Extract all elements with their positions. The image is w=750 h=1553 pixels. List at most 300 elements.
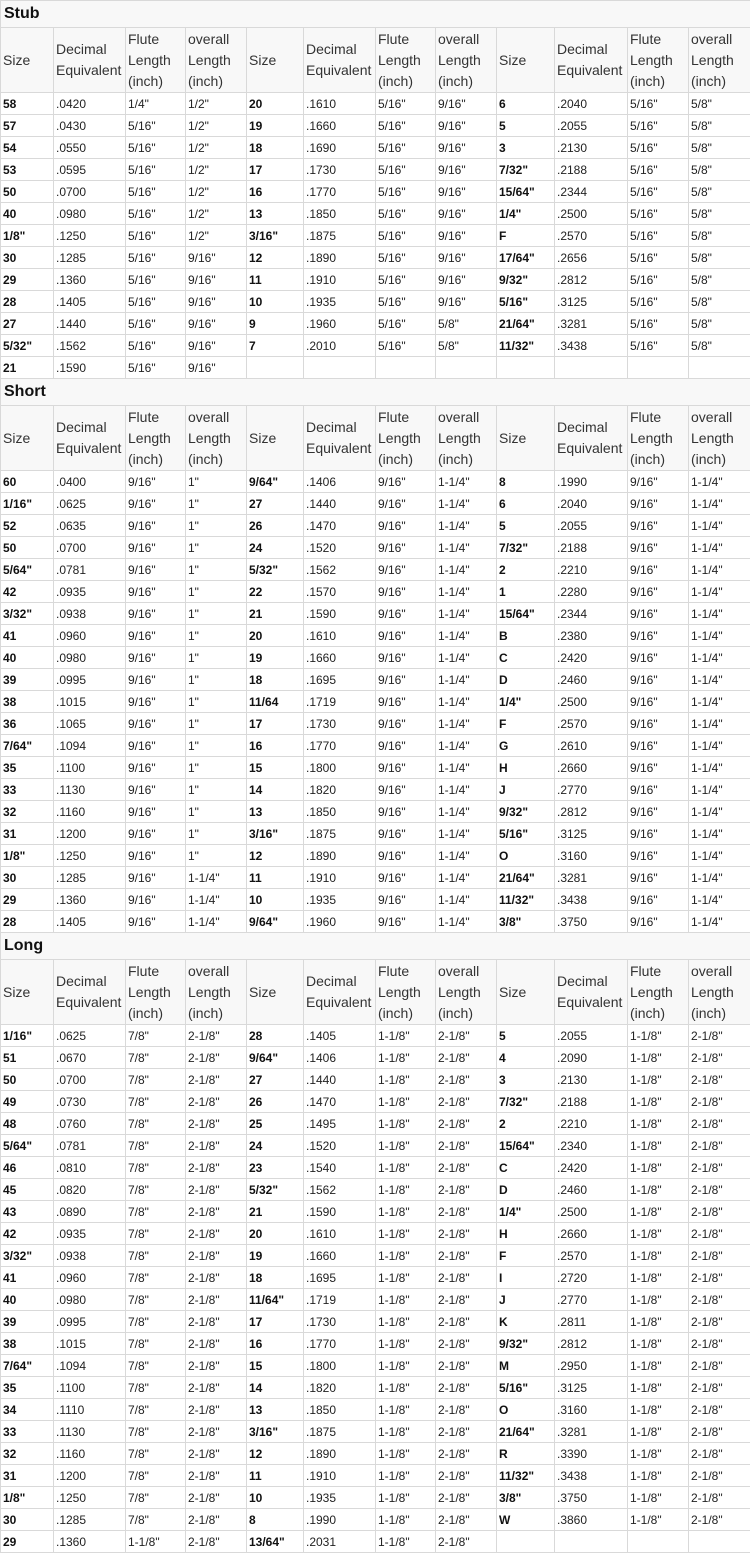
overall-length-cell: 2-1/8" bbox=[436, 1333, 497, 1355]
overall-length-cell: 1-1/4" bbox=[689, 493, 750, 515]
flute-length-cell: 9/16" bbox=[376, 581, 436, 603]
decimal-cell: .3281 bbox=[555, 1421, 628, 1443]
decimal-cell: .1590 bbox=[54, 357, 126, 379]
overall-length-cell: 9/16" bbox=[186, 313, 247, 335]
size-cell: 21 bbox=[247, 1201, 304, 1223]
decimal-cell: .0995 bbox=[54, 669, 126, 691]
flute-length-cell: 1-1/8" bbox=[376, 1201, 436, 1223]
column-header: Decimal Equivalent bbox=[54, 406, 126, 471]
overall-length-cell: 2-1/8" bbox=[689, 1487, 750, 1509]
flute-length-cell: 7/8" bbox=[126, 1025, 186, 1047]
overall-length-cell: 1/2" bbox=[186, 115, 247, 137]
overall-length-cell: 1/2" bbox=[186, 159, 247, 181]
decimal-cell: .1520 bbox=[304, 537, 376, 559]
flute-length-cell: 1-1/8" bbox=[628, 1509, 689, 1531]
size-cell: 31 bbox=[1, 823, 54, 845]
overall-length-cell: 1" bbox=[186, 647, 247, 669]
column-header: Size bbox=[1, 28, 54, 93]
overall-length-cell: 1" bbox=[186, 823, 247, 845]
flute-length-cell: 7/8" bbox=[126, 1069, 186, 1091]
decimal-cell bbox=[555, 357, 628, 379]
flute-length-cell: 9/16" bbox=[628, 779, 689, 801]
overall-length-cell: 1-1/4" bbox=[436, 493, 497, 515]
flute-length-cell: 7/8" bbox=[126, 1443, 186, 1465]
size-cell: 9/64" bbox=[247, 911, 304, 933]
flute-length-cell: 5/16" bbox=[628, 93, 689, 115]
flute-length-cell: 9/16" bbox=[376, 471, 436, 493]
overall-length-cell: 2-1/8" bbox=[689, 1047, 750, 1069]
table-row bbox=[1, 269, 750, 291]
size-cell: 19 bbox=[247, 647, 304, 669]
decimal-cell: .3281 bbox=[555, 313, 628, 335]
overall-length-cell: 1/2" bbox=[186, 181, 247, 203]
size-cell: M bbox=[497, 1355, 555, 1377]
table-row bbox=[1, 1377, 750, 1399]
size-cell: 20 bbox=[247, 625, 304, 647]
overall-length-cell: 5/8" bbox=[689, 159, 750, 181]
size-cell: 21/64" bbox=[497, 1421, 555, 1443]
flute-length-cell: 9/16" bbox=[376, 493, 436, 515]
overall-length-cell: 2-1/8" bbox=[436, 1311, 497, 1333]
flute-length-cell: 1-1/8" bbox=[628, 1223, 689, 1245]
decimal-cell: .0625 bbox=[54, 1025, 126, 1047]
size-cell: 39 bbox=[1, 1311, 54, 1333]
size-cell: 15/64" bbox=[497, 603, 555, 625]
overall-length-cell: 5/8" bbox=[689, 203, 750, 225]
overall-length-cell: 2-1/8" bbox=[436, 1289, 497, 1311]
decimal-cell: .2280 bbox=[555, 581, 628, 603]
flute-length-cell: 5/16" bbox=[628, 137, 689, 159]
decimal-cell: .1660 bbox=[304, 115, 376, 137]
size-cell: 1/4" bbox=[497, 1201, 555, 1223]
size-cell: 15 bbox=[247, 1355, 304, 1377]
decimal-cell: .1730 bbox=[304, 1311, 376, 1333]
flute-length-cell: 9/16" bbox=[628, 691, 689, 713]
overall-length-cell: 2-1/8" bbox=[186, 1311, 247, 1333]
overall-length-cell: 1-1/4" bbox=[436, 471, 497, 493]
size-cell: 40 bbox=[1, 203, 54, 225]
size-cell: 11/32" bbox=[497, 1465, 555, 1487]
size-cell: 9/32" bbox=[497, 1333, 555, 1355]
flute-length-cell: 7/8" bbox=[126, 1157, 186, 1179]
size-cell: 15/64" bbox=[497, 181, 555, 203]
flute-length-cell: 9/16" bbox=[126, 823, 186, 845]
flute-length-cell: 5/16" bbox=[628, 335, 689, 357]
decimal-cell: .1015 bbox=[54, 691, 126, 713]
table-row bbox=[1, 1179, 750, 1201]
overall-length-cell: 2-1/8" bbox=[186, 1399, 247, 1421]
size-cell: 17 bbox=[247, 159, 304, 181]
flute-length-cell: 9/16" bbox=[628, 735, 689, 757]
flute-length-cell: 7/8" bbox=[126, 1333, 186, 1355]
overall-length-cell: 9/16" bbox=[436, 137, 497, 159]
size-cell: 10 bbox=[247, 291, 304, 313]
flute-length-cell: 5/16" bbox=[126, 313, 186, 335]
size-cell: 5/16" bbox=[497, 823, 555, 845]
overall-length-cell: 2-1/8" bbox=[689, 1289, 750, 1311]
size-cell: 33 bbox=[1, 1421, 54, 1443]
size-cell: 53 bbox=[1, 159, 54, 181]
size-cell: 10 bbox=[247, 1487, 304, 1509]
size-cell: B bbox=[497, 625, 555, 647]
decimal-cell: .1695 bbox=[304, 1267, 376, 1289]
decimal-cell: .0670 bbox=[54, 1047, 126, 1069]
size-cell: 23 bbox=[247, 1157, 304, 1179]
flute-length-cell: 9/16" bbox=[126, 515, 186, 537]
size-cell: 7 bbox=[247, 335, 304, 357]
size-cell: 3/8" bbox=[497, 911, 555, 933]
flute-length-cell: 1-1/8" bbox=[376, 1157, 436, 1179]
size-cell: 19 bbox=[247, 115, 304, 137]
overall-length-cell: 2-1/8" bbox=[436, 1179, 497, 1201]
size-cell: J bbox=[497, 1289, 555, 1311]
flute-length-cell: 9/16" bbox=[376, 779, 436, 801]
section-title-row bbox=[1, 379, 750, 406]
flute-length-cell: 9/16" bbox=[126, 625, 186, 647]
overall-length-cell: 2-1/8" bbox=[186, 1421, 247, 1443]
table-row bbox=[1, 801, 750, 823]
flute-length-cell: 1-1/8" bbox=[376, 1091, 436, 1113]
overall-length-cell: 2-1/8" bbox=[436, 1267, 497, 1289]
overall-length-cell: 1-1/4" bbox=[689, 735, 750, 757]
overall-length-cell: 2-1/8" bbox=[689, 1443, 750, 1465]
flute-length-cell: 1-1/8" bbox=[628, 1333, 689, 1355]
size-cell: H bbox=[497, 1223, 555, 1245]
overall-length-cell: 2-1/8" bbox=[436, 1355, 497, 1377]
flute-length-cell: 9/16" bbox=[126, 559, 186, 581]
overall-length-cell: 2-1/8" bbox=[436, 1091, 497, 1113]
table-row bbox=[1, 335, 750, 357]
decimal-cell: .3160 bbox=[555, 845, 628, 867]
decimal-cell: .0980 bbox=[54, 647, 126, 669]
overall-length-cell: 2-1/8" bbox=[689, 1135, 750, 1157]
decimal-cell: .1590 bbox=[304, 1201, 376, 1223]
flute-length-cell: 5/16" bbox=[126, 137, 186, 159]
size-cell: D bbox=[497, 1179, 555, 1201]
decimal-cell: .1890 bbox=[304, 1443, 376, 1465]
size-cell: 32 bbox=[1, 801, 54, 823]
size-cell: 54 bbox=[1, 137, 54, 159]
decimal-cell bbox=[304, 357, 376, 379]
decimal-cell: .3438 bbox=[555, 335, 628, 357]
flute-length-cell: 1-1/8" bbox=[376, 1267, 436, 1289]
decimal-cell: .1719 bbox=[304, 1289, 376, 1311]
flute-length-cell: 1-1/8" bbox=[628, 1245, 689, 1267]
table-row bbox=[1, 203, 750, 225]
overall-length-cell: 1" bbox=[186, 471, 247, 493]
column-header: Size bbox=[497, 406, 555, 471]
decimal-cell: .2570 bbox=[555, 225, 628, 247]
column-header: Size bbox=[497, 960, 555, 1025]
overall-length-cell: 1" bbox=[186, 691, 247, 713]
decimal-cell: .2570 bbox=[555, 1245, 628, 1267]
decimal-cell: .1440 bbox=[304, 493, 376, 515]
table-row bbox=[1, 1355, 750, 1377]
size-cell: 3/16" bbox=[247, 225, 304, 247]
column-header: Flute Length (inch) bbox=[126, 960, 186, 1025]
size-cell: 27 bbox=[1, 313, 54, 335]
column-header: Size bbox=[247, 960, 304, 1025]
size-cell: 30 bbox=[1, 1509, 54, 1531]
table-row bbox=[1, 1443, 750, 1465]
decimal-cell: .1875 bbox=[304, 823, 376, 845]
flute-length-cell: 5/16" bbox=[376, 203, 436, 225]
decimal-cell: .1935 bbox=[304, 291, 376, 313]
flute-length-cell: 5/16" bbox=[628, 291, 689, 313]
size-cell: 4 bbox=[497, 1047, 555, 1069]
flute-length-cell: 9/16" bbox=[376, 713, 436, 735]
size-cell: 7/64" bbox=[1, 1355, 54, 1377]
flute-length-cell: 5/16" bbox=[126, 181, 186, 203]
flute-length-cell: 5/16" bbox=[628, 225, 689, 247]
table-row bbox=[1, 1047, 750, 1069]
decimal-cell: .1130 bbox=[54, 1421, 126, 1443]
overall-length-cell: 1-1/4" bbox=[689, 779, 750, 801]
overall-length-cell: 1-1/4" bbox=[689, 471, 750, 493]
decimal-cell: .2770 bbox=[555, 1289, 628, 1311]
size-cell: 2 bbox=[497, 559, 555, 581]
table-row bbox=[1, 823, 750, 845]
decimal-cell: .1850 bbox=[304, 801, 376, 823]
size-cell: 42 bbox=[1, 581, 54, 603]
overall-length-cell: 1-1/4" bbox=[689, 581, 750, 603]
flute-length-cell: 7/8" bbox=[126, 1487, 186, 1509]
decimal-cell: .1770 bbox=[304, 735, 376, 757]
table-row bbox=[1, 867, 750, 889]
overall-length-cell: 1-1/4" bbox=[436, 559, 497, 581]
decimal-cell: .1250 bbox=[54, 845, 126, 867]
size-cell: 5 bbox=[497, 115, 555, 137]
overall-length-cell: 9/16" bbox=[436, 93, 497, 115]
overall-length-cell: 5/8" bbox=[436, 335, 497, 357]
flute-length-cell: 5/16" bbox=[126, 159, 186, 181]
flute-length-cell: 9/16" bbox=[126, 735, 186, 757]
overall-length-cell: 2-1/8" bbox=[186, 1157, 247, 1179]
decimal-cell: .1690 bbox=[304, 137, 376, 159]
overall-length-cell: 1/2" bbox=[186, 93, 247, 115]
table-row bbox=[1, 559, 750, 581]
overall-length-cell: 2-1/8" bbox=[689, 1421, 750, 1443]
overall-length-cell: 9/16" bbox=[436, 115, 497, 137]
decimal-cell: .1540 bbox=[304, 1157, 376, 1179]
overall-length-cell: 1/2" bbox=[186, 203, 247, 225]
decimal-cell: .3125 bbox=[555, 1377, 628, 1399]
flute-length-cell: 1-1/8" bbox=[376, 1421, 436, 1443]
overall-length-cell: 1-1/4" bbox=[689, 669, 750, 691]
size-cell: 7/64" bbox=[1, 735, 54, 757]
decimal-cell: .1990 bbox=[304, 1509, 376, 1531]
overall-length-cell: 1-1/4" bbox=[689, 801, 750, 823]
section-title: Long bbox=[1, 933, 750, 960]
decimal-cell: .0781 bbox=[54, 559, 126, 581]
overall-length-cell: 2-1/8" bbox=[689, 1201, 750, 1223]
overall-length-cell: 2-1/8" bbox=[689, 1025, 750, 1047]
decimal-cell: .1935 bbox=[304, 1487, 376, 1509]
overall-length-cell: 2-1/8" bbox=[436, 1245, 497, 1267]
size-cell: 31 bbox=[1, 1465, 54, 1487]
flute-length-cell: 9/16" bbox=[126, 581, 186, 603]
column-header: Flute Length (inch) bbox=[126, 28, 186, 93]
overall-length-cell: 2-1/8" bbox=[436, 1135, 497, 1157]
decimal-cell: .1285 bbox=[54, 867, 126, 889]
table-row bbox=[1, 669, 750, 691]
overall-length-cell: 1-1/4" bbox=[436, 779, 497, 801]
flute-length-cell: 1-1/8" bbox=[376, 1245, 436, 1267]
flute-length-cell: 9/16" bbox=[126, 471, 186, 493]
size-cell: 8 bbox=[497, 471, 555, 493]
column-header: Decimal Equivalent bbox=[54, 960, 126, 1025]
section-title-row bbox=[1, 933, 750, 960]
flute-length-cell bbox=[628, 1531, 689, 1553]
table-row bbox=[1, 1223, 750, 1245]
size-cell: 5/16" bbox=[497, 1377, 555, 1399]
flute-length-cell: 9/16" bbox=[126, 691, 186, 713]
flute-length-cell: 7/8" bbox=[126, 1311, 186, 1333]
flute-length-cell: 5/16" bbox=[628, 115, 689, 137]
size-cell: 33 bbox=[1, 779, 54, 801]
flute-length-cell: 5/16" bbox=[376, 313, 436, 335]
overall-length-cell: 2-1/8" bbox=[689, 1113, 750, 1135]
decimal-cell: .2130 bbox=[555, 1069, 628, 1091]
size-cell: 35 bbox=[1, 1377, 54, 1399]
table-row bbox=[1, 1399, 750, 1421]
size-cell: 1/4" bbox=[497, 203, 555, 225]
decimal-cell: .2660 bbox=[555, 1223, 628, 1245]
overall-length-cell: 1" bbox=[186, 515, 247, 537]
overall-length-cell: 1" bbox=[186, 581, 247, 603]
table-row bbox=[1, 247, 750, 269]
table-body bbox=[1, 1, 750, 1553]
table-row bbox=[1, 1311, 750, 1333]
overall-length-cell: 1-1/4" bbox=[436, 801, 497, 823]
decimal-cell: .3438 bbox=[555, 1465, 628, 1487]
table-row bbox=[1, 1289, 750, 1311]
flute-length-cell: 9/16" bbox=[628, 493, 689, 515]
decimal-cell: .1610 bbox=[304, 1223, 376, 1245]
flute-length-cell: 1-1/8" bbox=[376, 1311, 436, 1333]
table-row bbox=[1, 757, 750, 779]
overall-length-cell: 2-1/8" bbox=[689, 1311, 750, 1333]
overall-length-cell: 5/8" bbox=[436, 313, 497, 335]
decimal-cell: .1470 bbox=[304, 515, 376, 537]
table-row bbox=[1, 1531, 750, 1553]
decimal-cell: .0980 bbox=[54, 1289, 126, 1311]
size-cell: 16 bbox=[247, 735, 304, 757]
overall-length-cell: 1-1/4" bbox=[689, 867, 750, 889]
column-header: overall Length (inch) bbox=[436, 28, 497, 93]
overall-length-cell: 2-1/8" bbox=[436, 1465, 497, 1487]
size-cell: 34 bbox=[1, 1399, 54, 1421]
flute-length-cell: 7/8" bbox=[126, 1047, 186, 1069]
overall-length-cell: 2-1/8" bbox=[186, 1223, 247, 1245]
size-cell: 19 bbox=[247, 1245, 304, 1267]
decimal-cell: .1250 bbox=[54, 1487, 126, 1509]
decimal-cell: .2188 bbox=[555, 537, 628, 559]
table-row bbox=[1, 115, 750, 137]
size-cell: F bbox=[497, 713, 555, 735]
flute-length-cell: 5/16" bbox=[376, 335, 436, 357]
overall-length-cell: 1-1/4" bbox=[436, 537, 497, 559]
size-cell: 17/64" bbox=[497, 247, 555, 269]
overall-length-cell: 5/8" bbox=[689, 269, 750, 291]
decimal-cell: .0625 bbox=[54, 493, 126, 515]
decimal-cell: .2210 bbox=[555, 559, 628, 581]
decimal-cell: .2055 bbox=[555, 1025, 628, 1047]
flute-length-cell: 5/16" bbox=[126, 115, 186, 137]
overall-length-cell: 2-1/8" bbox=[186, 1289, 247, 1311]
decimal-cell: .1660 bbox=[304, 1245, 376, 1267]
decimal-cell: .2344 bbox=[555, 181, 628, 203]
size-cell: 12 bbox=[247, 845, 304, 867]
overall-length-cell: 1-1/4" bbox=[436, 735, 497, 757]
decimal-cell: .1015 bbox=[54, 1333, 126, 1355]
flute-length-cell: 5/16" bbox=[126, 225, 186, 247]
overall-length-cell: 5/8" bbox=[689, 335, 750, 357]
table-row bbox=[1, 779, 750, 801]
flute-length-cell: 1-1/8" bbox=[628, 1355, 689, 1377]
flute-length-cell: 1-1/8" bbox=[376, 1135, 436, 1157]
flute-length-cell: 1-1/8" bbox=[628, 1289, 689, 1311]
flute-length-cell: 9/16" bbox=[628, 823, 689, 845]
flute-length-cell: 1-1/8" bbox=[376, 1509, 436, 1531]
column-header: overall Length (inch) bbox=[689, 960, 750, 1025]
flute-length-cell: 9/16" bbox=[376, 537, 436, 559]
flute-length-cell: 7/8" bbox=[126, 1289, 186, 1311]
decimal-cell: .1820 bbox=[304, 779, 376, 801]
flute-length-cell: 5/16" bbox=[628, 247, 689, 269]
flute-length-cell: 5/16" bbox=[126, 291, 186, 313]
decimal-cell: .0781 bbox=[54, 1135, 126, 1157]
decimal-cell: .1935 bbox=[304, 889, 376, 911]
flute-length-cell: 9/16" bbox=[628, 647, 689, 669]
table-row bbox=[1, 1201, 750, 1223]
column-header: overall Length (inch) bbox=[436, 960, 497, 1025]
overall-length-cell: 2-1/8" bbox=[186, 1135, 247, 1157]
flute-length-cell: 9/16" bbox=[126, 493, 186, 515]
flute-length-cell: 1-1/8" bbox=[376, 1289, 436, 1311]
overall-length-cell: 9/16" bbox=[436, 291, 497, 313]
flute-length-cell: 9/16" bbox=[126, 603, 186, 625]
flute-length-cell: 1-1/8" bbox=[376, 1443, 436, 1465]
decimal-cell: .0960 bbox=[54, 625, 126, 647]
decimal-cell: .1890 bbox=[304, 845, 376, 867]
size-cell: 9/32" bbox=[497, 801, 555, 823]
overall-length-cell: 2-1/8" bbox=[186, 1509, 247, 1531]
flute-length-cell: 9/16" bbox=[628, 515, 689, 537]
decimal-cell: .2812 bbox=[555, 801, 628, 823]
decimal-cell: .3160 bbox=[555, 1399, 628, 1421]
decimal-cell: .0700 bbox=[54, 1069, 126, 1091]
size-cell: 15/64" bbox=[497, 1135, 555, 1157]
decimal-cell: .0420 bbox=[54, 93, 126, 115]
column-header: Decimal Equivalent bbox=[555, 960, 628, 1025]
size-cell: 5/32" bbox=[247, 559, 304, 581]
flute-length-cell: 9/16" bbox=[376, 823, 436, 845]
decimal-cell: .0760 bbox=[54, 1113, 126, 1135]
overall-length-cell: 2-1/8" bbox=[186, 1091, 247, 1113]
flute-length-cell: 1-1/8" bbox=[376, 1465, 436, 1487]
flute-length-cell: 9/16" bbox=[628, 713, 689, 735]
size-cell bbox=[497, 1531, 555, 1553]
decimal-cell: .0400 bbox=[54, 471, 126, 493]
column-header: overall Length (inch) bbox=[186, 28, 247, 93]
decimal-cell: .1094 bbox=[54, 1355, 126, 1377]
decimal-cell: .2340 bbox=[555, 1135, 628, 1157]
overall-length-cell: 2-1/8" bbox=[186, 1113, 247, 1135]
table-row bbox=[1, 291, 750, 313]
decimal-cell: .0550 bbox=[54, 137, 126, 159]
flute-length-cell: 5/16" bbox=[628, 313, 689, 335]
